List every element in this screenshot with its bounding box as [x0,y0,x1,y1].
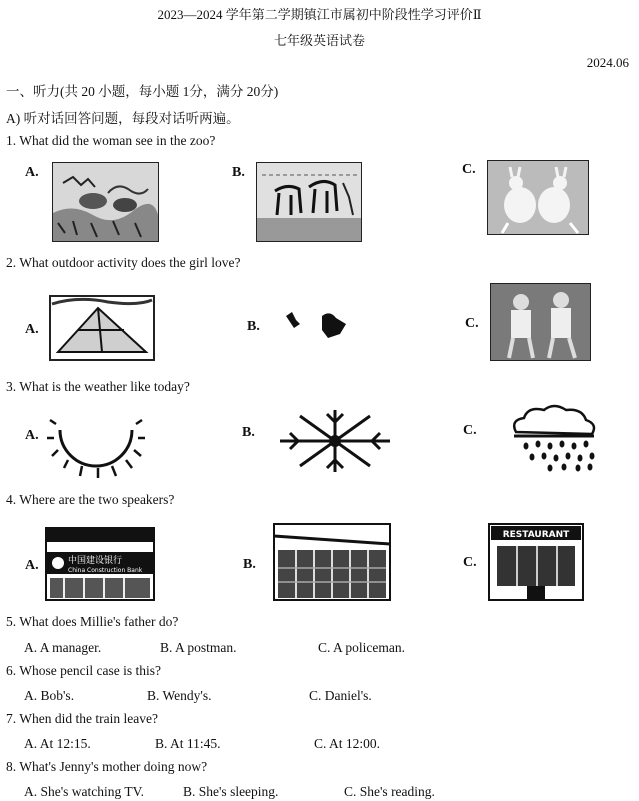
q1-option-b-label: B. [232,165,245,180]
question-2: 2. What outdoor activity does the girl love? [6,255,241,270]
bank-sign-en: China Construction Bank [68,567,143,574]
q6-option-b[interactable]: B. Wendy's. [147,688,212,703]
question-1: 1. What did the woman see in the zoo? [6,133,216,148]
swimming-figures-picture [282,308,352,344]
q5-option-b[interactable]: B. A postman. [160,640,237,655]
q4-option-b-image[interactable] [272,522,392,602]
q8-option-a[interactable]: A. She's watching TV. [24,784,145,799]
q3-option-b-label: B. [242,425,255,440]
q7-option-b[interactable]: B. At 11:45. [155,736,221,751]
section-heading: 一、听力(共 20 小题，每小题 1分，满分 20分) [6,84,279,99]
exam-date: 2024.06 [586,55,629,70]
q3-option-a-label: A. [25,428,39,443]
q1-option-c-image[interactable] [487,160,589,235]
part-a-instruction: A) 听对话回答问题，每段对话听两遍。 [6,111,240,126]
q2-option-c-label: C. [465,316,479,331]
exam-subtitle: 七年级英语试卷 [273,33,365,48]
q1-option-a-image[interactable] [52,162,159,242]
q6-option-c[interactable]: C. Daniel's. [309,688,372,703]
q1-option-c-label: C. [462,162,476,177]
q5-option-c[interactable]: C. A policeman. [318,640,405,655]
bank-sign: 中国建设银行 [68,556,123,566]
snowflake-icon [276,406,394,476]
tent-camping-picture [48,294,156,362]
question-5: 5. What does Millie's father do? [6,614,179,629]
q2-option-b-label: B. [247,319,260,334]
runners-picture [491,284,590,360]
question-6: 6. Whose pencil case is this? [6,663,161,678]
q3-option-c-label: C. [463,423,477,438]
kangaroos-picture [488,161,588,234]
q2-option-b-image[interactable] [282,308,352,344]
q4-option-c-image[interactable] [487,522,585,602]
q3-option-a-image[interactable] [46,406,146,482]
q1-option-b-image[interactable] [256,162,362,242]
sun-icon [46,406,146,482]
animals-grass-picture [53,163,158,241]
q4-option-c-label: C. [463,555,477,570]
q1-option-a-label: A. [25,165,39,180]
q7-option-c[interactable]: C. At 12:00. [314,736,381,751]
horses-picture [257,163,361,241]
q4-option-b-label: B. [243,557,256,572]
restaurant-building-picture [487,522,585,602]
q7-option-a[interactable]: A. At 12:15. [24,736,91,751]
q2-option-a-label: A. [25,322,39,337]
question-4: 4. Where are the two speakers? [6,492,175,507]
restaurant-sign: RESTAURANT [502,530,570,540]
q4-option-a-label: A. [25,558,39,573]
exam-title: 2023—2024 学年第二学期镇江市属初中阶段性学习评价Ⅱ [157,7,482,22]
q8-option-b[interactable]: B. She's sleeping. [183,784,279,799]
shop-building-picture [272,522,392,602]
question-3: 3. What is the weather like today? [6,379,190,394]
q6-option-a[interactable]: A. Bob's. [24,688,75,703]
bank-building-picture [44,526,156,602]
q3-option-c-image[interactable] [506,402,598,474]
q5-option-a[interactable]: A. A manager. [24,640,102,655]
rain-cloud-icon [506,402,598,474]
q8-option-c[interactable]: C. She's reading. [344,784,435,799]
question-8: 8. What's Jenny's mother doing now? [6,759,208,774]
q4-option-a-image[interactable] [44,526,156,602]
q3-option-b-image[interactable] [276,406,394,476]
q2-option-a-image[interactable] [48,294,156,362]
question-7: 7. When did the train leave? [6,711,158,726]
q2-option-c-image[interactable] [490,283,591,361]
